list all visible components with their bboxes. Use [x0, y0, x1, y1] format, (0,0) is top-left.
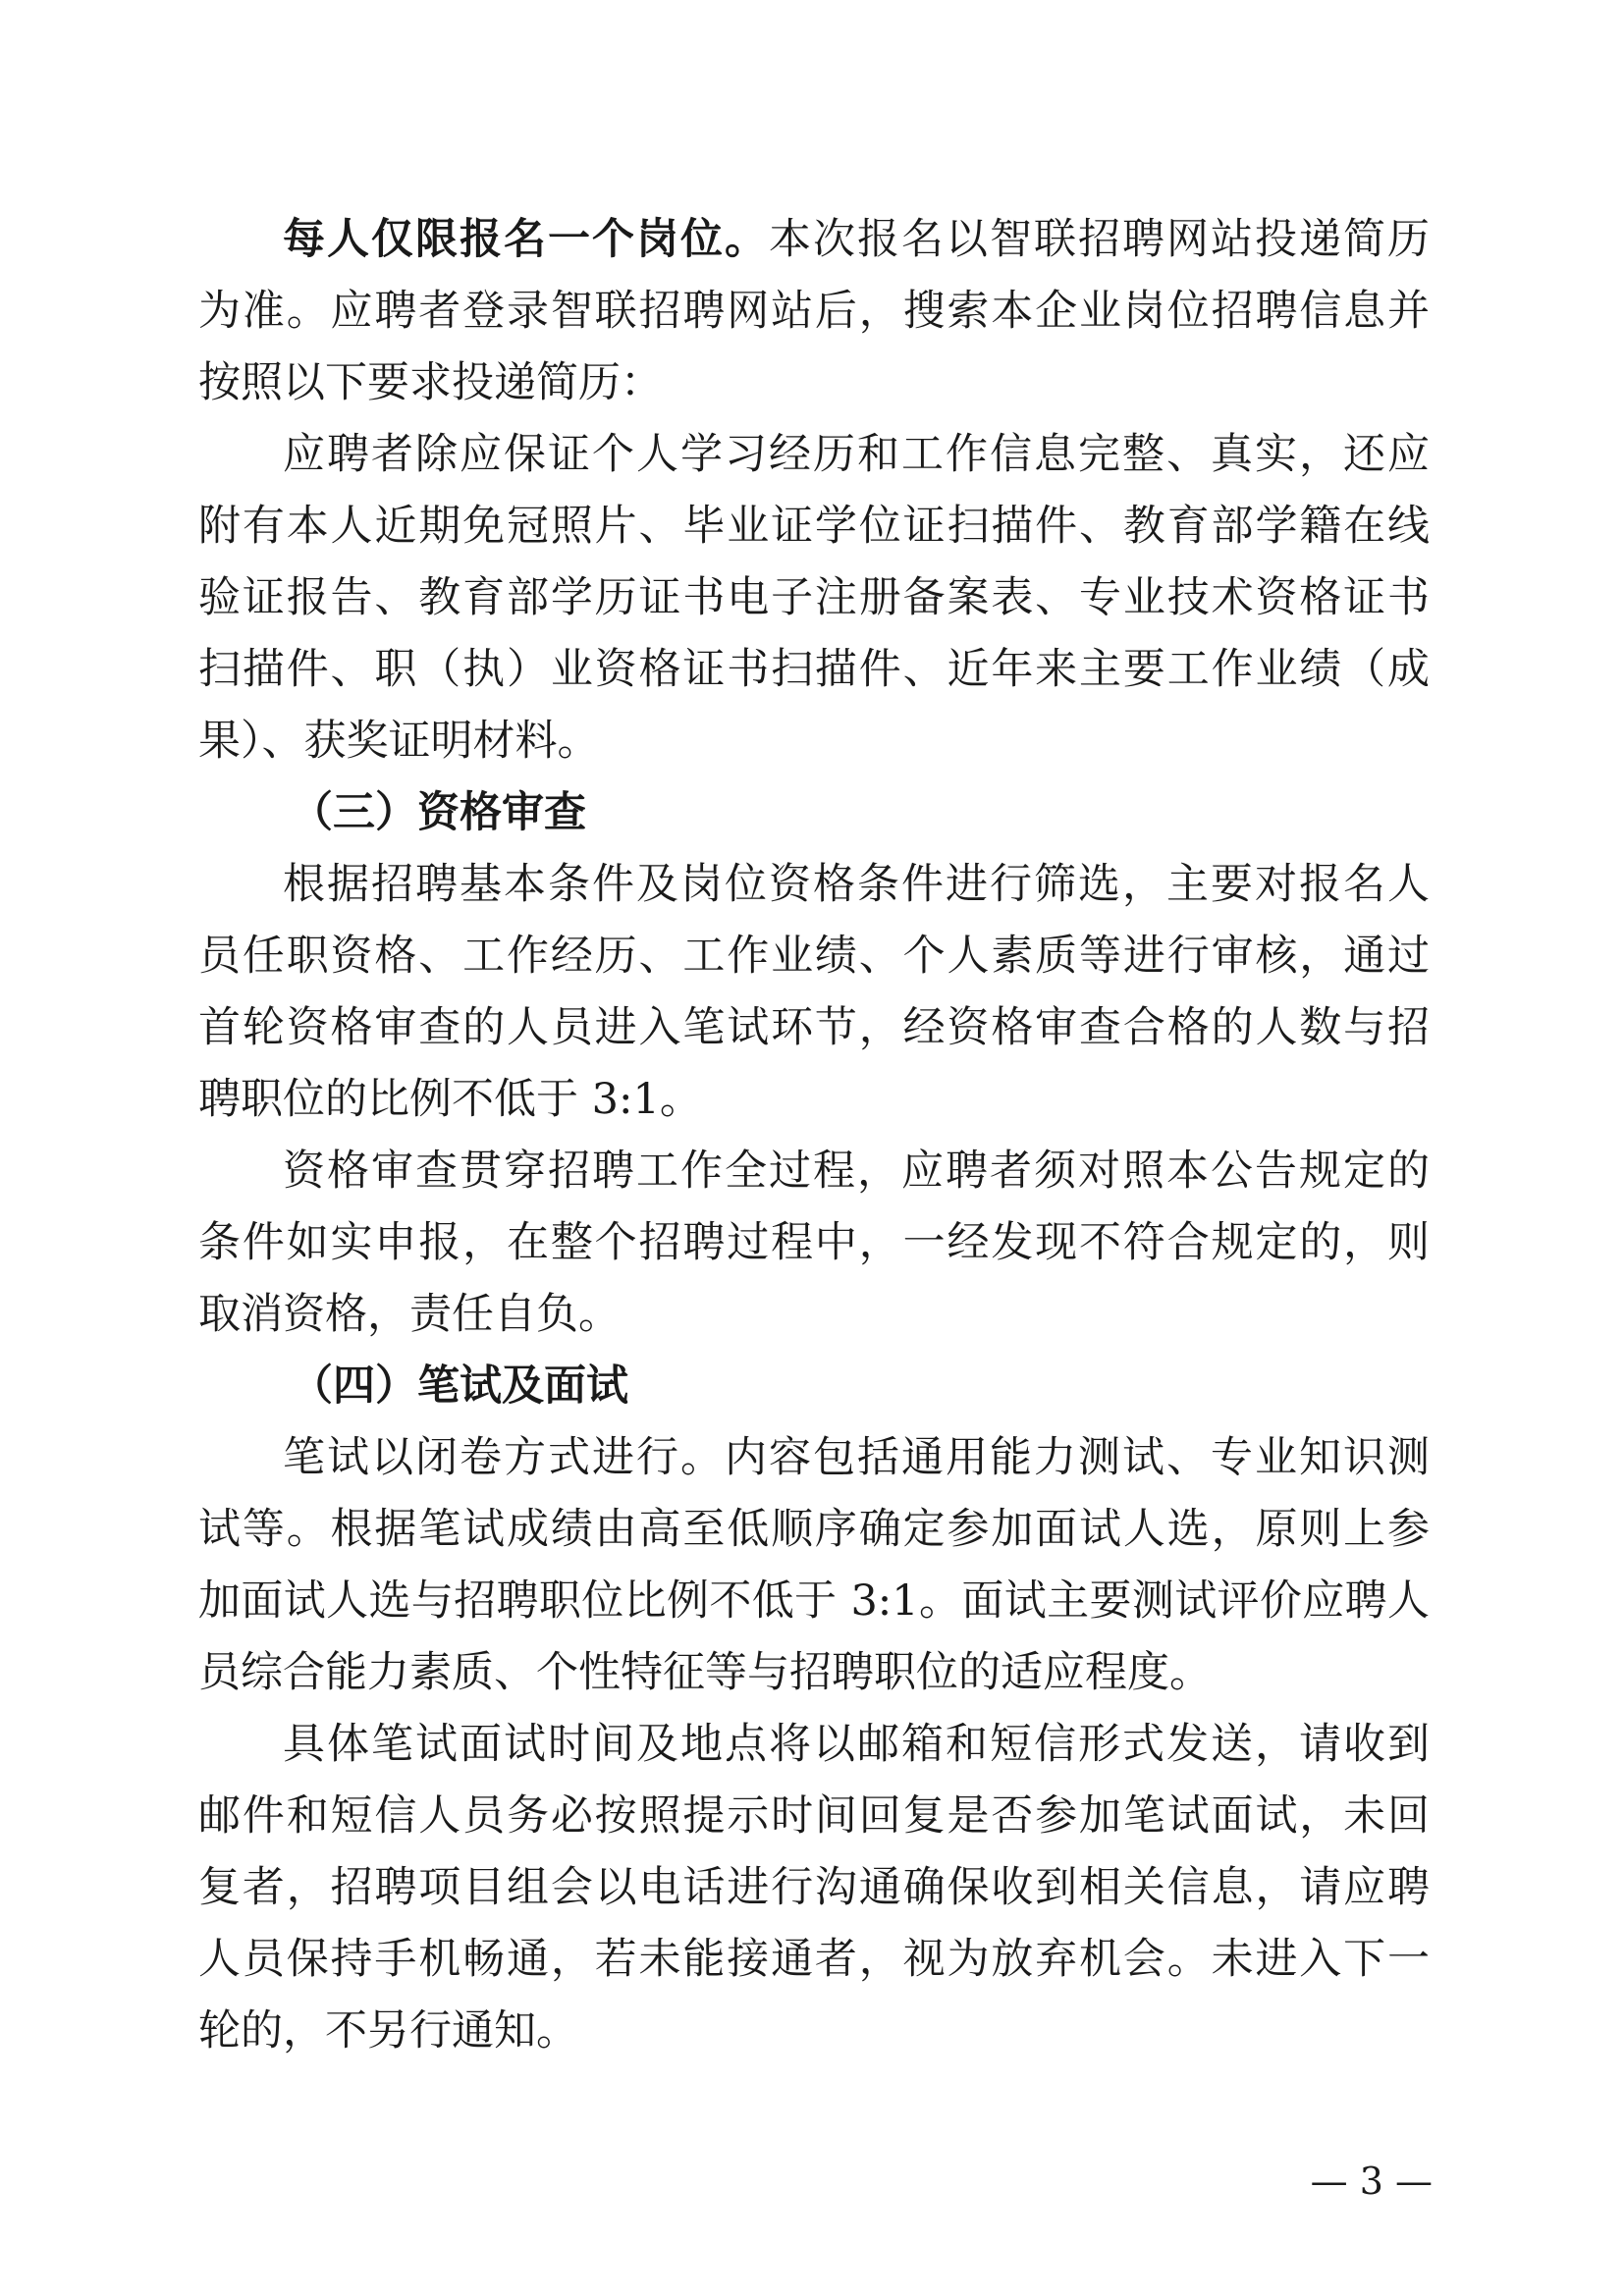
section-heading-qualification-review: （三）资格审查: [291, 788, 586, 837]
paragraph-2-line-5: 果）、获奖证明材料。: [198, 717, 600, 766]
paragraph-2-line-2: 附有本人近期免冠照片、毕业证学位证扫描件、教育部学籍在线: [198, 502, 1430, 551]
section-heading-written-test-interview: （四）笔试及面试: [291, 1362, 628, 1411]
paragraph-5-line-4: 员综合能力素质、个性特征等与招聘职位的适应程度。: [198, 1648, 1212, 1697]
paragraph-6-line-4: 人员保持手机畅通，若未能接通者，视为放弃机会。未进入下一: [198, 1935, 1430, 1984]
page-number: — 3 —: [1310, 2160, 1433, 2203]
paragraph-4-line-3: 取消资格，责任自负。: [198, 1290, 621, 1339]
paragraph-2-line-4: 扫描件、职（执）业资格证书扫描件、近年来主要工作业绩（成: [198, 645, 1430, 694]
document-page: [198, 204, 1430, 2067]
paragraph-6-line-5: 轮的，不另行通知。: [198, 2006, 578, 2056]
paragraph-3-line-1: 根据招聘基本条件及岗位资格条件进行筛选，主要对报名人: [283, 860, 1430, 909]
paragraph-1-line-2: 为准。应聘者登录智联招聘网站后，搜索本企业岗位招聘信息并: [198, 287, 1430, 336]
paragraph-4-line-1: 资格审查贯穿招聘工作全过程，应聘者须对照本公告规定的: [283, 1147, 1430, 1196]
paragraph-4-line-2: 条件如实申报，在整个招聘过程中，一经发现不符合规定的，则: [198, 1218, 1430, 1267]
paragraph-2-line-1: 应聘者除应保证个人学习经历和工作信息完整、真实，还应: [283, 430, 1430, 479]
paragraph-3-line-2: 员任职资格、工作经历、工作业绩、个人素质等进行审核，通过: [198, 932, 1430, 981]
paragraph-6-line-1: 具体笔试面试时间及地点将以邮箱和短信形式发送，请收到: [283, 1720, 1430, 1769]
paragraph-5-line-3: 加面试人选与招聘职位比例不低于 3:1。面试主要测试评价应聘人: [198, 1576, 1430, 1626]
paragraph-5-line-2: 试等。根据笔试成绩由高至低顺序确定参加面试人选，原则上参: [198, 1505, 1430, 1554]
paragraph-1-line-3: 按照以下要求投递简历：: [198, 358, 663, 407]
bold-lead-text: 每人仅限报名一个岗位。: [283, 215, 769, 264]
paragraph-6-line-3: 复者，招聘项目组会以电话进行沟通确保收到相关信息，请应聘: [198, 1863, 1430, 1912]
paragraph-3-line-3: 首轮资格审查的人员进入笔试环节，经资格审查合格的人数与招: [198, 1003, 1430, 1052]
paragraph-1-line-1-rest: 本次报名以智联招聘网站投递简历: [769, 215, 1430, 264]
paragraph-5-line-1: 笔试以闭卷方式进行。内容包括通用能力测试、专业知识测: [283, 1433, 1430, 1482]
paragraph-1-line-1: [198, 204, 1430, 276]
paragraph-2-line-3: 验证报告、教育部学历证书电子注册备案表、专业技术资格证书: [198, 573, 1430, 622]
paragraph-3-line-4: 聘职位的比例不低于 3:1。: [198, 1075, 702, 1124]
paragraph-6-line-2: 邮件和短信人员务必按照提示时间回复是否参加笔试面试，未回: [198, 1791, 1430, 1841]
